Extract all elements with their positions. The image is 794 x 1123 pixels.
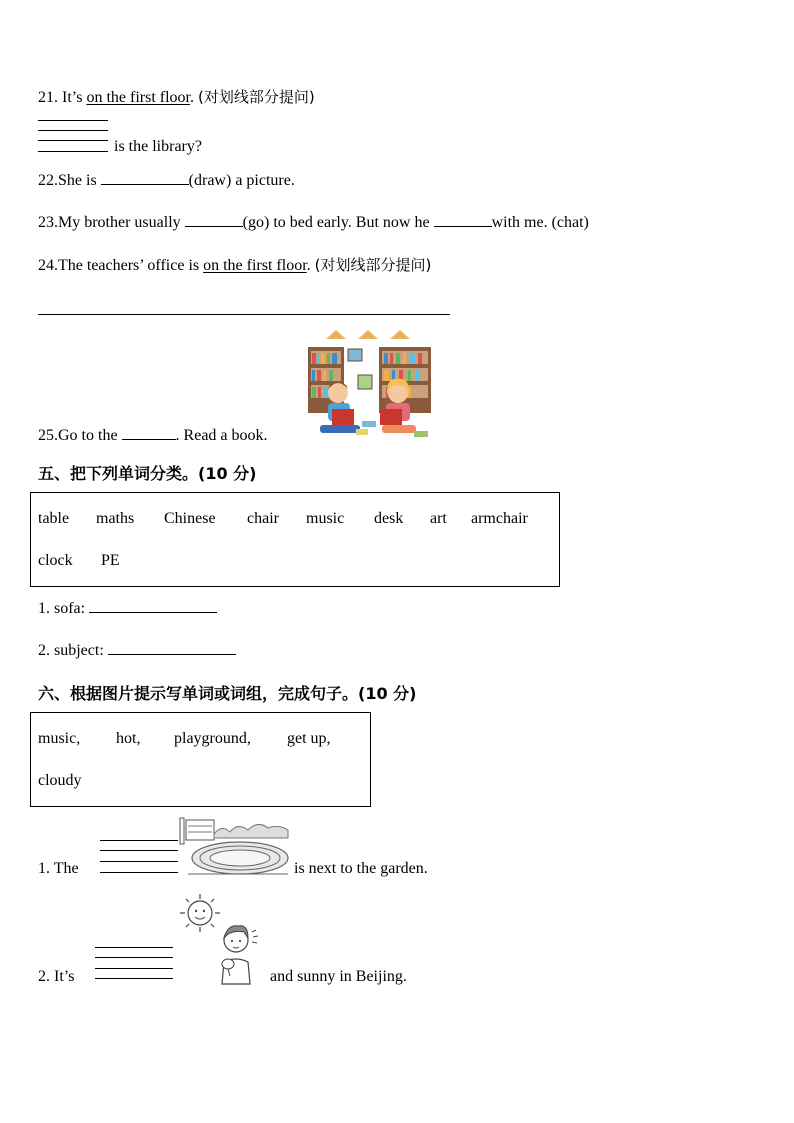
question-number: 21 (38, 89, 54, 106)
word-bank-box (30, 712, 371, 807)
answer-blank[interactable] (122, 425, 176, 440)
answer-tail: is the library? (114, 138, 202, 155)
question-24: 24.The teachers’ office is on the first floor. (对划线部分提问) (38, 256, 432, 274)
underlined-phrase: on the first floor (203, 257, 307, 274)
word-bank-item: Chinese (164, 510, 216, 527)
answer-blank[interactable] (101, 170, 189, 185)
library-kids-illustration (302, 325, 434, 443)
word-bank-item: cloudy (38, 772, 82, 789)
word-bank-item: table (38, 510, 70, 527)
word-bank-item: music (306, 510, 345, 527)
picture-item-2-lead: 2. It’s (38, 968, 75, 985)
word-bank-item: clock (38, 552, 73, 569)
word-bank-item: chair (247, 510, 279, 527)
picture-item-1-tail: is next to the garden. (294, 860, 428, 877)
classify-item-2: 2. subject: (38, 640, 236, 660)
question-25: 25.Go to the . Read a book. (38, 427, 268, 444)
answer-line[interactable] (38, 314, 450, 315)
word-bank-item: maths (96, 510, 135, 527)
picture-item-2-tail: and sunny in Beijing. (270, 968, 407, 985)
answer-blank[interactable] (108, 640, 236, 655)
section-5-title: 五、把下列单词分类。(10 分) (38, 464, 257, 483)
picture-item-1-lead: 1. The (38, 860, 79, 877)
answer-blank[interactable] (89, 598, 217, 613)
answer-blank[interactable] (434, 212, 492, 227)
answer-blank[interactable] (185, 212, 243, 227)
word-bank-item: PE (101, 552, 120, 569)
question-23: 23.My brother usually (go) to bed early. But now he with me. (chat) (38, 214, 589, 231)
word-bank-item: get up, (287, 730, 331, 747)
question-21: 21. It’s on the first floor. (对划线部分提问) (38, 88, 315, 106)
classify-item-1: 1. sofa: (38, 598, 217, 618)
boy-fanning-illustration (214, 920, 264, 986)
instruction: (对划线部分提问) (198, 88, 315, 106)
word-bank-item: music, (38, 730, 81, 747)
word-bank-box (30, 492, 560, 587)
underlined-phrase: on the first floor (86, 89, 190, 106)
instruction: (对划线部分提问) (314, 256, 432, 274)
word-bank-item: armchair (471, 510, 528, 527)
word-bank-item: playground, (174, 730, 251, 747)
word-bank-item: art (430, 510, 447, 527)
word-bank-item: hot, (116, 730, 141, 747)
section-6-title: 六、根据图片提示写单词或词组，完成句子。(10 分) (38, 684, 417, 703)
question-22: 22.She is (draw) a picture. (38, 172, 295, 189)
word-bank-item: desk (374, 510, 404, 527)
playground-illustration (178, 814, 290, 880)
